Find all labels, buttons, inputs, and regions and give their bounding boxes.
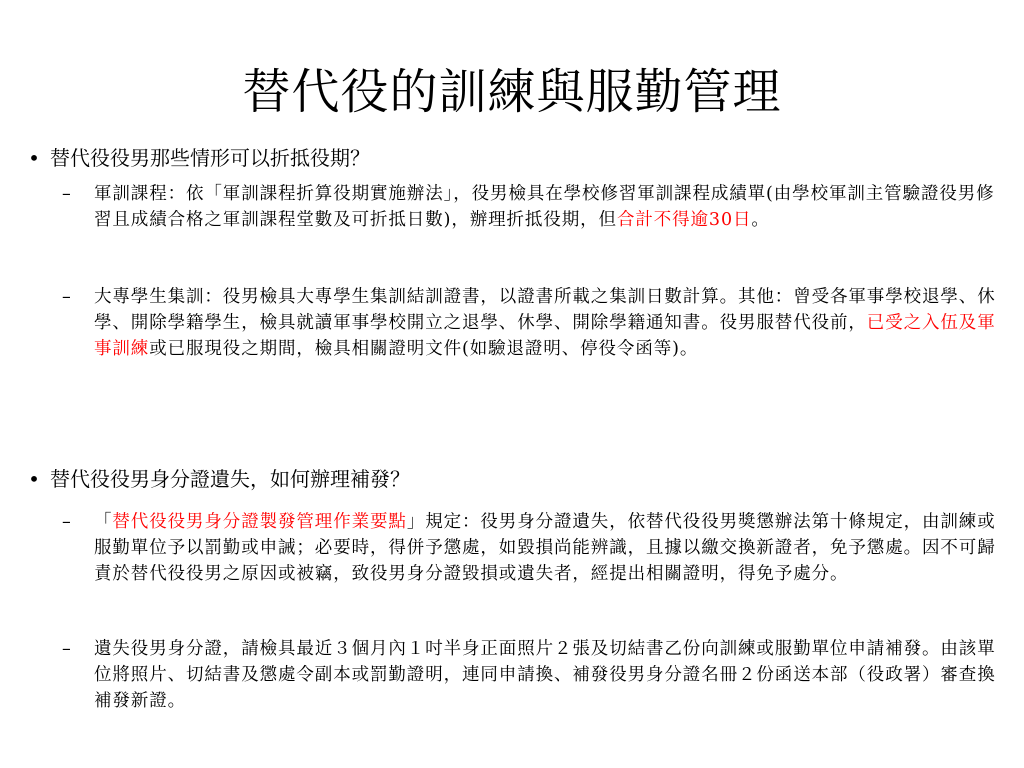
sub-item-id-reissue bbox=[62, 636, 1002, 714]
item-text: 大專學生集訓：役男檢具大專學生集訓結訓證書，以證書所載之集訓日數計算。其他：曾受各軍事學校退學、休學、開除學籍學生，檢具就讀軍事學校開立之退學、休學、開除學籍通知書。役男服替代役前， bbox=[94, 287, 996, 333]
bullet-heading-1 bbox=[18, 145, 370, 171]
item-text: 軍訓課程：依「軍訓課程折算役期實施辦法」，役男檢具在學校修習軍訓課程成績單(由學校軍訓主管驗證役男修習且成績合格之軍訓課程堂數及可折抵日數)，辦理折抵役期，但 bbox=[94, 184, 995, 230]
emphasis-text: 合計不得逾30日 bbox=[616, 210, 752, 230]
item-text: 遺失役男身分證，請檢具最近３個月內１吋半身正面照片２張及切結書乙份向訓練或服勤單位申請補發。由該單位將照片、切結書及懲處令副本或罰勤證明，連同申請換、補發役男身分證名冊２份函送本部（役政署）審查換補發新證。 bbox=[94, 639, 996, 711]
dash-icon: – bbox=[62, 512, 72, 532]
sub-item-id-rules bbox=[62, 509, 1002, 587]
item-text-end: 。 bbox=[751, 210, 770, 230]
dash-icon: – bbox=[62, 639, 72, 659]
item-text: 「 bbox=[94, 512, 113, 532]
heading-text: 替代役役男身分證遺失，如何辦理補發？ bbox=[50, 467, 410, 491]
bullet-icon: • bbox=[28, 467, 40, 491]
heading-text: 替代役役男那些情形可以折抵役期？ bbox=[50, 146, 370, 170]
sub-item-military-training bbox=[62, 181, 1002, 233]
bullet-icon: • bbox=[28, 146, 40, 170]
emphasis-text: 已受之入伍及軍事訓練 bbox=[94, 313, 996, 359]
slide-title: 替代役的訓練與服勤管理 bbox=[242, 64, 782, 120]
bullet-heading-2 bbox=[18, 466, 410, 492]
sub-item-college-training bbox=[62, 284, 1002, 362]
dash-icon: – bbox=[62, 184, 72, 204]
emphasis-text: 替代役役男身分證製發管理作業要點 bbox=[112, 512, 407, 532]
item-text-end: 或已服現役之期間，檢具相關證明文件(如驗退證明、停役令函等)。 bbox=[149, 339, 699, 359]
item-text-end: 」規定：役男身分證遺失，依替代役役男獎懲辦法第十條規定，由訓練或服勤單位予以罰勤或申誡；必要時，得併予懲處，如毀損尚能辨識，且據以繳交換新證者，免予懲處。因不可歸責於替代役役男之原因或被竊，致役男身分證毀損或遺失者，經提出相關證明，得免予處分。 bbox=[94, 512, 996, 584]
dash-icon: – bbox=[62, 287, 72, 307]
